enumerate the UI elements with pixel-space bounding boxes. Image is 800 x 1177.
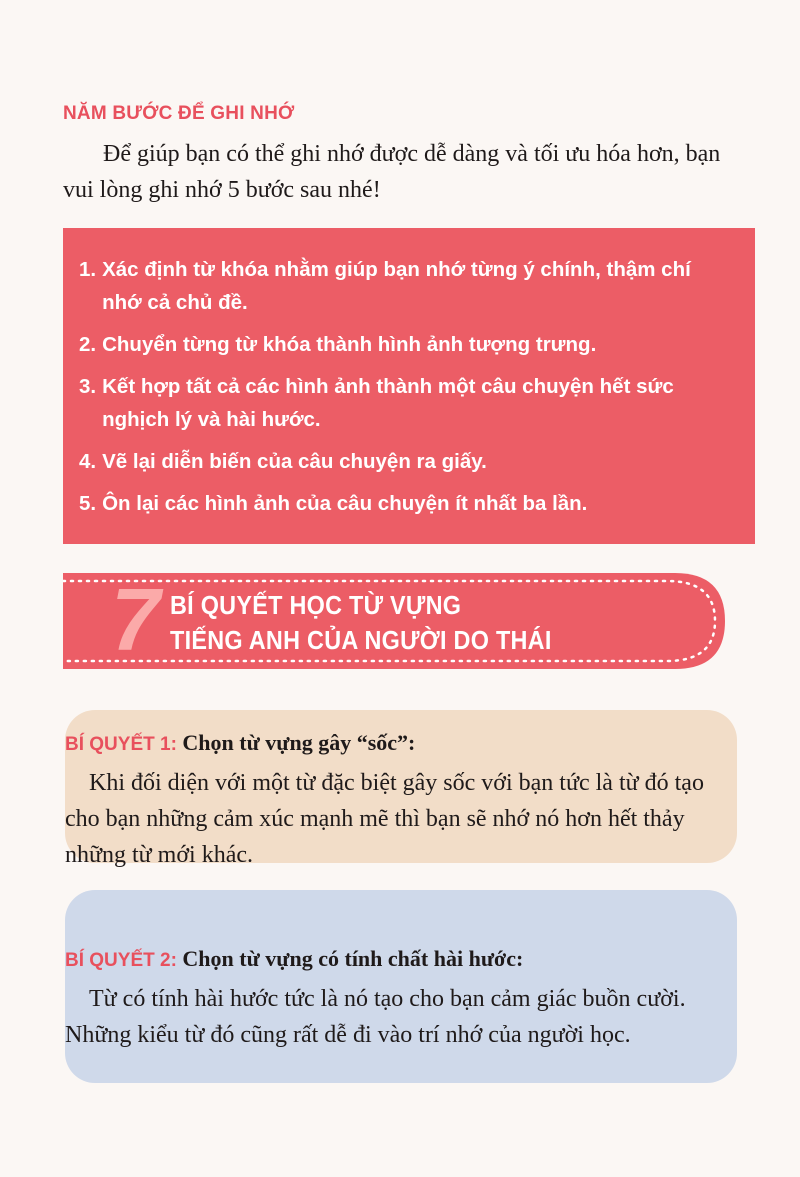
steps-list xyxy=(79,253,733,520)
steps-box xyxy=(63,228,755,544)
tip-body: Từ có tính hài hước tức là nó tạo cho bạn cảm giác buồn cười. Những kiểu từ đó cũng rất dễ đi vào trí nhớ của người học. xyxy=(65,986,686,1048)
step-item xyxy=(79,370,733,436)
step-number: 4. xyxy=(79,450,97,473)
step-item xyxy=(79,487,733,520)
chapter-number: 7 xyxy=(111,570,160,669)
banner-shape xyxy=(63,568,731,674)
section-heading: NĂM BƯỚC ĐỂ GHI NHỚ xyxy=(63,103,295,124)
step-item xyxy=(79,253,733,319)
step-text: Xác định từ khóa nhằm giúp bạn nhớ từng ý chính, thậm chí nhớ cả chủ đề. xyxy=(102,258,691,314)
step-item xyxy=(79,445,733,478)
step-item xyxy=(79,328,733,361)
step-number: 3. xyxy=(79,375,97,398)
tip-title xyxy=(65,727,717,761)
step-text: Vẽ lại diễn biến của câu chuyện ra giấy. xyxy=(102,450,487,473)
tip-body: Khi đối diện với một từ đặc biệt gây sốc với bạn tức là từ đó tạo cho bạn những cảm xúc mạnh mẽ thì bạn sẽ nhớ nó hơn hết thảy những từ mới khác. xyxy=(65,770,704,868)
chapter-title-line-2: TIẾNG ANH CỦA NGƯỜI DO THÁI xyxy=(170,625,552,655)
step-number: 1. xyxy=(79,258,97,281)
step-text: Ôn lại các hình ảnh của câu chuyện ít nhất ba lần. xyxy=(102,492,588,515)
step-number: 5. xyxy=(79,492,97,515)
step-number: 2. xyxy=(79,333,97,356)
tip-title xyxy=(65,943,717,977)
chapter-title-line-1: BÍ QUYẾT HỌC TỪ VỰNG xyxy=(170,590,462,620)
intro-paragraph: Để giúp bạn có thể ghi nhớ được dễ dàng và tối ưu hóa hơn, bạn vui lòng ghi nhớ 5 bước sau nhé! xyxy=(63,141,721,203)
tip-card-1 xyxy=(65,710,737,868)
tip-key: BÍ QUYẾT 1: xyxy=(65,734,177,755)
step-text: Kết hợp tất cả các hình ảnh thành một câu chuyện hết sức nghịch lý và hài hước. xyxy=(102,375,674,431)
tip-key: BÍ QUYẾT 2: xyxy=(65,950,177,971)
tip-name: Chọn từ vựng có tính chất hài hước: xyxy=(182,946,524,971)
tip-name: Chọn từ vựng gây “sốc”: xyxy=(182,730,416,755)
chapter-banner xyxy=(63,568,731,674)
step-text: Chuyển từng từ khóa thành hình ảnh tượng trưng. xyxy=(102,333,597,356)
tip-card-2 xyxy=(65,890,737,1083)
